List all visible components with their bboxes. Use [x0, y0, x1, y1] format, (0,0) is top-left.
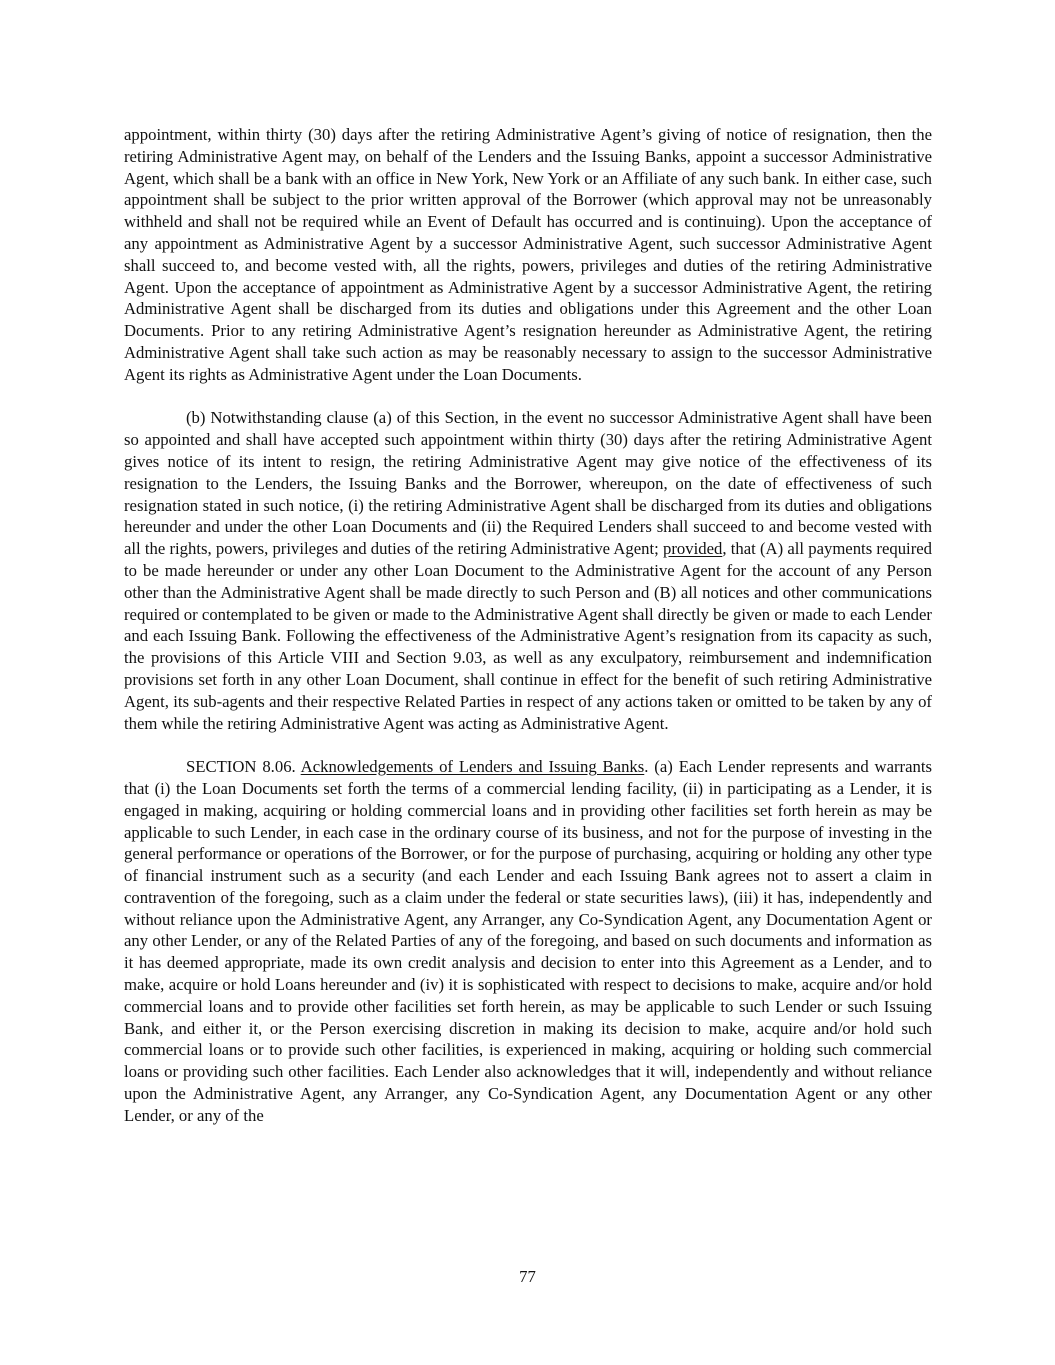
- clause-b-text-after: , that (A) all payments required to be made hereunder or under any other Loan Document to the Administrative Agent for the account of any Person other than the Administrative Agent shall be made directly to such Person and (B) all notices and other communications required or contemplated to be given or made to the Administrative Agent shall directly be given or made to each Lender and each Issuing Bank. Following the effectiveness of the Administrative Agent’s resignation from its capacity as such, the provisions of this Article VIII and Section 9.03, as well as any exculpatory, reimbursement and indemnification provisions set forth in any other Loan Document, shall continue in effect for the benefit of such retiring Administrative Agent, its sub-agents and their respective Related Parties in respect of any actions taken or omitted to be taken by any of them while the retiring Administrative Agent was acting as Administrative Agent.: [124, 539, 932, 733]
- paragraph-clause-b: [124, 407, 932, 734]
- section-body-text: . (a) Each Lender represents and warrants that (i) the Loan Documents set forth the terms of a commercial lending facility, (ii) in participating as a Lender, it is engaged in making, acquiring or holding commercial loans and in providing other facilities set forth herein as may be applicable to such Lender, in each case in the ordinary course of its business, and not for the purpose of investing in the general performance or operations of the Borrower, or for the purpose of purchasing, acquiring or holding any other type of financial instrument such as a security (and each Lender and each Issuing Bank agrees not to assert a claim in contravention of the foregoing, such as a claim under the federal or state securities laws), (iii) it has, independently and without reliance upon the Administrative Agent, any Arranger, any Co-Syndication Agent, any Documentation Agent or any other Lender, or any of the Related Parties of any of the foregoing, and based on such documents and information as it has deemed appropriate, made its own credit analysis and decision to enter into this Agreement as a Lender, and to make, acquire or hold Loans hereunder and (iv) it is sophisticated with respect to decisions to make, acquire and/or hold commercial loans and to provide other facilities set forth herein, as may be applicable to such Lender or such Issuing Bank, and either it, or the Person exercising discretion in making its decision to make, acquire and/or hold such commercial loans or to provide such other facilities, is experienced in making, acquiring or holding such commercial loans or providing such other facilities. Each Lender also acknowledges that it will, independently and without reliance upon the Administrative Agent, any Arranger, any Co-Syndication Agent, any Documentation Agent or any other Lender, or any of the: [124, 757, 932, 1125]
- clause-b-text-before: (b) Notwithstanding clause (a) of this Section, in the event no successor Administrative Agent shall have been so appointed and shall have accepted such appointment within thirty (30) days after the retiring Administrative Agent gives notice of its intent to resign, the retiring Administrative Agent may give notice of the effectiveness of its resignation to the Lenders, the Issuing Banks and the Borrower, whereupon, on the date of effectiveness of such resignation stated in such notice, (i) the retiring Administrative Agent shall be discharged from its duties and obligations hereunder and under the other Loan Documents and (ii) the Required Lenders shall succeed to and become vested with all the rights, powers, privileges and duties of the retiring Administrative Agent;: [124, 408, 932, 559]
- paragraph-appointment-text: appointment, within thirty (30) days after the retiring Administrative Agent’s giving of notice of resignation, then the retiring Administrative Agent may, on behalf of the Lenders and the Issuing Banks, appoint a successor Administrative Agent, which shall be a bank with an office in New York, New York or an Affiliate of any such bank. In either case, such appointment shall be subject to the prior written approval of the Borrower (which approval may not be unreasonably withheld and shall not be required while an Event of Default has occurred and is continuing). Upon the acceptance of any appointment as Administrative Agent by a successor Administrative Agent, such successor Administrative Agent shall succeed to, and become vested with, all the rights, powers, privileges and duties of the retiring Administrative Agent. Upon the acceptance of appointment as Administrative Agent by a successor Administrative Agent, the retiring Administrative Agent shall be discharged from its duties and obligations under this Agreement and the other Loan Documents. Prior to any retiring Administrative Agent’s resignation hereunder as Administrative Agent, the retiring Administrative Agent shall take such action as may be reasonably necessary to assign to the successor Administrative Agent its rights as Administrative Agent under the Loan Documents.: [124, 125, 932, 384]
- paragraph-appointment-continued: [124, 124, 932, 386]
- section-number: SECTION 8.06.: [186, 757, 301, 777]
- document-body: [124, 124, 932, 1127]
- page-number: 77: [519, 1267, 536, 1286]
- paragraph-section-8-06: [124, 756, 932, 1127]
- section-heading: Acknowledgements of Lenders and Issuing Banks: [300, 757, 645, 777]
- provided-underlined-term: provided: [663, 539, 723, 559]
